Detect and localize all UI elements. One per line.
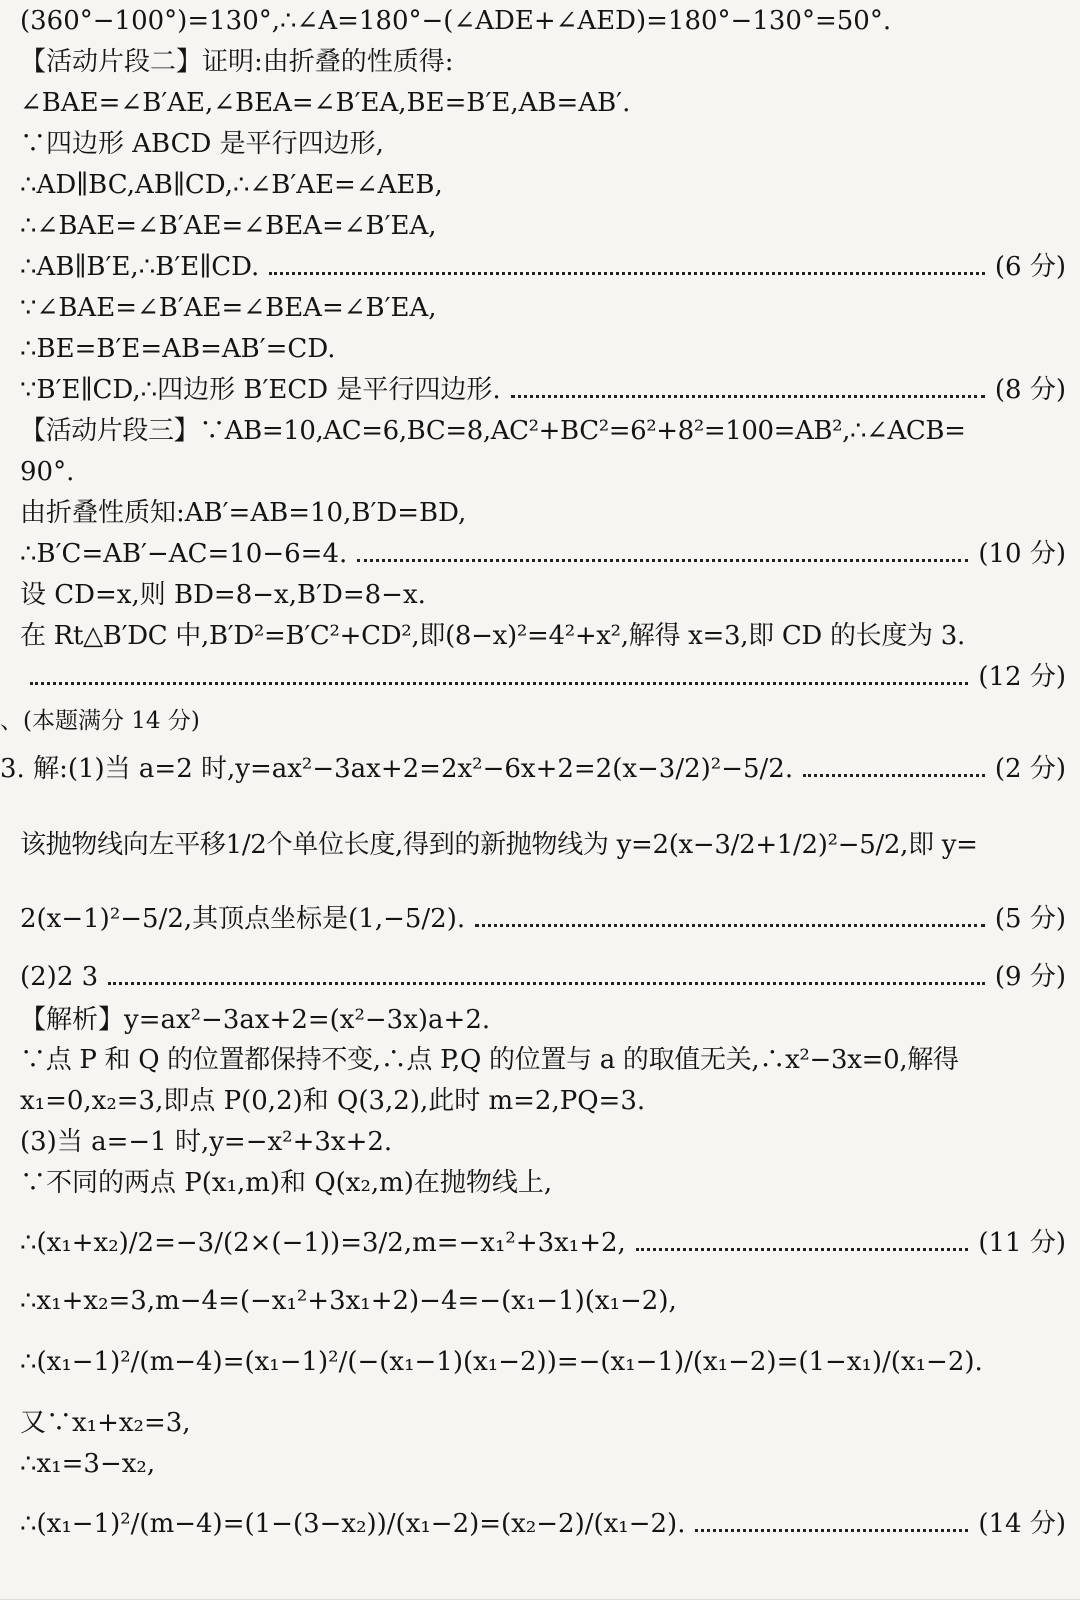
score-label: (5 分) xyxy=(994,904,1066,934)
text-line xyxy=(20,1345,1066,1379)
line-text: 在 Rt△B′DC 中,B′D²=B′C²+CD²,即(8−x)²=4²+x²,解得 x=3,即 CD 的长度为 3. xyxy=(20,621,965,651)
leader-dots xyxy=(108,982,985,985)
text-line xyxy=(20,1447,1066,1481)
text-line xyxy=(20,332,1066,366)
line-text: ∵四边形 ABCD 是平行四边形, xyxy=(20,129,384,159)
text-line xyxy=(20,4,1066,38)
score-label: (9 分) xyxy=(994,962,1066,992)
text-line xyxy=(20,1125,1066,1159)
text-line xyxy=(20,1507,1066,1541)
text-line xyxy=(20,496,1066,530)
question-header xyxy=(0,704,1066,738)
text-line xyxy=(20,86,1066,120)
text-line xyxy=(20,168,1066,202)
line-text: 由折叠性质知:AB′=AB=10,B′D=BD, xyxy=(20,498,467,528)
score-label: (6 分) xyxy=(994,252,1066,282)
text-line xyxy=(20,1043,1066,1077)
text-line xyxy=(20,373,1066,407)
line-text: 设 CD=x,则 BD=8−x,B′D=8−x. xyxy=(20,580,426,610)
line-text: ∵点 P 和 Q 的位置都保持不变,∴点 P,Q 的位置与 a 的取值无关,∴x²−3x=0,解得 xyxy=(20,1045,959,1075)
line-text: ∴(x₁+x₂)/2=−3/(2×(−1))=3/2,m=−x₁²+3x₁+2, xyxy=(20,1228,626,1258)
leader-dots xyxy=(803,774,985,777)
line-text: (360°−100°)=130°,∴∠A=180°−(∠ADE+∠AED)=180°−130°=50°. xyxy=(20,6,892,36)
line-text: ∴AB∥B′E,∴B′E∥CD. xyxy=(20,252,260,282)
text-line xyxy=(20,209,1066,243)
leader-dots xyxy=(357,559,968,562)
line-text: 2(x−1)²−5/2,其顶点坐标是(1,−5/2). xyxy=(20,904,466,934)
score-label: (12 分) xyxy=(978,662,1066,692)
text-line xyxy=(20,1166,1066,1200)
score-label: (11 分) xyxy=(978,1228,1066,1258)
line-text: ∴x₁=3−x₂, xyxy=(20,1449,156,1479)
text-line xyxy=(20,1226,1066,1260)
line-text: x₁=0,x₂=3,即点 P(0,2)和 Q(3,2),此时 m=2,PQ=3. xyxy=(20,1086,646,1116)
line-text: 90°. xyxy=(20,457,75,487)
text-line xyxy=(20,902,1066,936)
line-text: ∠BAE=∠B′AE,∠BEA=∠B′EA,BE=B′E,AB=AB′. xyxy=(20,88,631,118)
line-text: ∴B′C=AB′−AC=10−6=4. xyxy=(20,539,348,569)
line-text: 该抛物线向左平移1/2个单位长度,得到的新抛物线为 y=2(x−3/2+1/2)²−5/2,即 y= xyxy=(20,830,978,860)
text-line xyxy=(0,752,1066,786)
text-line xyxy=(20,127,1066,161)
text-line xyxy=(20,537,1066,571)
line-text: ∵∠BAE=∠B′AE=∠BEA=∠B′EA, xyxy=(20,293,437,323)
leader-dots xyxy=(636,1248,969,1251)
text-line xyxy=(20,1284,1066,1318)
text-line xyxy=(20,291,1066,325)
section-heading xyxy=(20,45,1066,79)
text-line xyxy=(20,1084,1066,1118)
text-line xyxy=(20,250,1066,284)
score-label: (14 分) xyxy=(978,1509,1066,1539)
text-line xyxy=(20,455,1066,489)
score-label: (2 分) xyxy=(994,754,1066,784)
text-line xyxy=(20,1406,1066,1440)
line-text: ∴AD∥BC,AB∥CD,∴∠B′AE=∠AEB, xyxy=(20,170,443,200)
text-line xyxy=(20,619,1066,653)
leader-dots xyxy=(475,924,985,927)
text-line xyxy=(20,828,1066,862)
leader-dots xyxy=(30,682,968,685)
line-text: 【活动片段三】∵AB=10,AC=6,BC=8,AC²+BC²=6²+8²=100=AB²,∴∠ACB= xyxy=(20,416,966,446)
line-text: 、(本题满分 14 分) xyxy=(0,708,200,734)
line-text: ∴∠BAE=∠B′AE=∠BEA=∠B′EA, xyxy=(20,211,437,241)
score-label: (8 分) xyxy=(994,375,1066,405)
section-heading xyxy=(20,414,1066,448)
line-text: 3. 解:(1)当 a=2 时,y=ax²−3ax+2=2x²−6x+2=2(x−3/2)²−5/2. xyxy=(0,754,794,784)
line-text: ∵B′E∥CD,∴四边形 B′ECD 是平行四边形. xyxy=(20,375,501,405)
line-text: (3)当 a=−1 时,y=−x²+3x+2. xyxy=(20,1127,393,1157)
text-line xyxy=(20,578,1066,612)
line-text: ∴BE=B′E=AB=AB′=CD. xyxy=(20,334,336,364)
text-line xyxy=(20,660,1066,694)
line-text: 【活动片段二】证明:由折叠的性质得: xyxy=(20,47,454,77)
line-text: ∵不同的两点 P(x₁,m)和 Q(x₂,m)在抛物线上, xyxy=(20,1168,553,1198)
line-text: 又∵x₁+x₂=3, xyxy=(20,1408,191,1438)
line-text: ∴x₁+x₂=3,m−4=(−x₁²+3x₁+2)−4=−(x₁−1)(x₁−2), xyxy=(20,1286,677,1316)
leader-dots xyxy=(511,395,985,398)
line-text: ∴(x₁−1)²/(m−4)=(1−(3−x₂))/(x₁−2)=(x₂−2)/(x₁−2). xyxy=(20,1509,686,1539)
leader-dots xyxy=(269,272,985,275)
text-line xyxy=(20,960,1066,994)
line-text: (2)2 3 xyxy=(20,962,99,992)
line-text: ∴(x₁−1)²/(m−4)=(x₁−1)²/(−(x₁−1)(x₁−2))=−(x₁−1)/(x₁−2)=(1−x₁)/(x₁−2). xyxy=(20,1347,983,1377)
section-heading xyxy=(20,1003,1066,1037)
line-text: 【解析】y=ax²−3ax+2=(x²−3x)a+2. xyxy=(20,1005,491,1035)
leader-dots xyxy=(695,1529,968,1532)
score-label: (10 分) xyxy=(978,539,1066,569)
